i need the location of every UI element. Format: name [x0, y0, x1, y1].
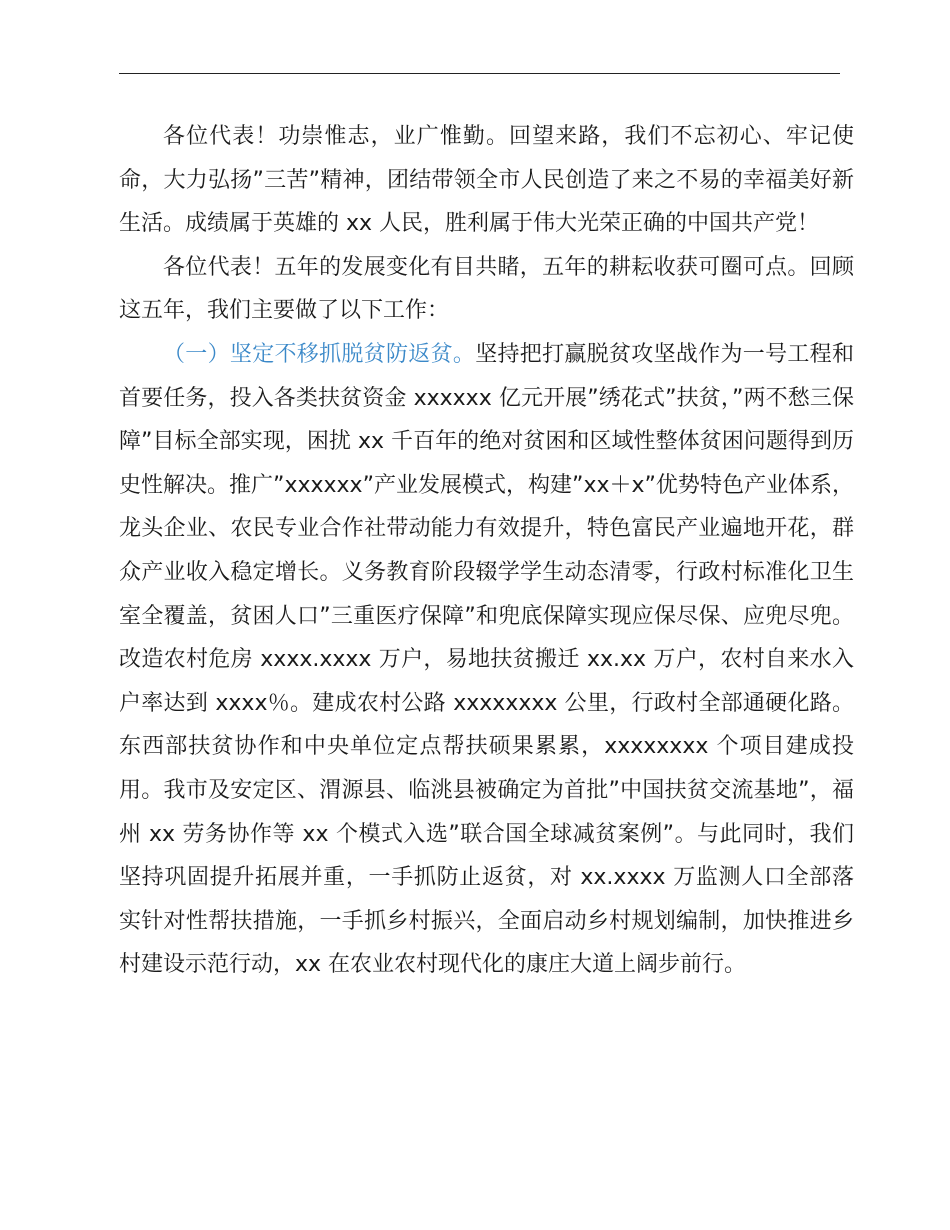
paragraph-review: 各位代表！五年的发展变化有目共睹，五年的耕耘收获可圈可点。回顾这五年，我们主要做了以下工作：	[119, 254, 854, 324]
paragraph-poverty	[119, 333, 854, 987]
paragraph-intro: 各位代表！功崇惟志，业广惟勤。回望来路，我们不忘初心、牢记使命，大力弘扬”三苦”精神，团结带领全市人民创造了来之不易的幸福美好新生活。成绩属于英雄的 xx 人民，胜利属于伟大光荣正确的中国共产党！	[119, 124, 854, 237]
header-rule	[119, 73, 840, 74]
section-heading: （一）坚定不移抓脱贫防返贫。	[163, 341, 476, 367]
section-body: 坚持把打赢脱贫攻坚战作为一号工程和首要任务，投入各类扶贫资金 xxxxxx 亿元开展”绣花式”扶贫，”两不愁三保障”目标全部实现，困扰 xx 千百年的绝对贫困和区域性整体贫困问题得到历史性解决。推广”xxxxxx”产业发展模式，构建”xx＋x”优势特色产业体系，龙头企业、农民专业合作社带动能力有效提升，特色富民产业遍地开花，群众产业收入稳定增长。义务教育阶段辍学学生动态清零，行政村标准化卫生室全覆盖，贫困人口”三重医疗保障”和兜底保障实现应保尽保、应兜尽兜。改造农村危房 xxxx.xxxx 万户，易地扶贫搬迁 xx.xx 万户，农村自来水入户率达到 xxxx％。建成农村公路 xxxxxxxx 公里，行政村全部通硬化路。东西部扶贫协作和中央单位定点帮扶硕果累累，xxxxxxxx 个项目建成投用。我市及安定区、渭源县、临洮县被确定为首批”中国扶贫交流基地”，福州 xx 劳务协作等 xx 个模式入选”联合国全球减贫案例”。与此同时，我们坚持巩固提升拓展并重，一手抓防止返贫，对 xx.xxxx 万监测人口全部落实针对性帮扶措施，一手抓乡村振兴，全面启动乡村规划编制，加快推进乡村建设示范行动，xx 在农业农村现代化的康庄大道上阔步前行。	[119, 341, 854, 978]
body-text	[119, 115, 854, 987]
